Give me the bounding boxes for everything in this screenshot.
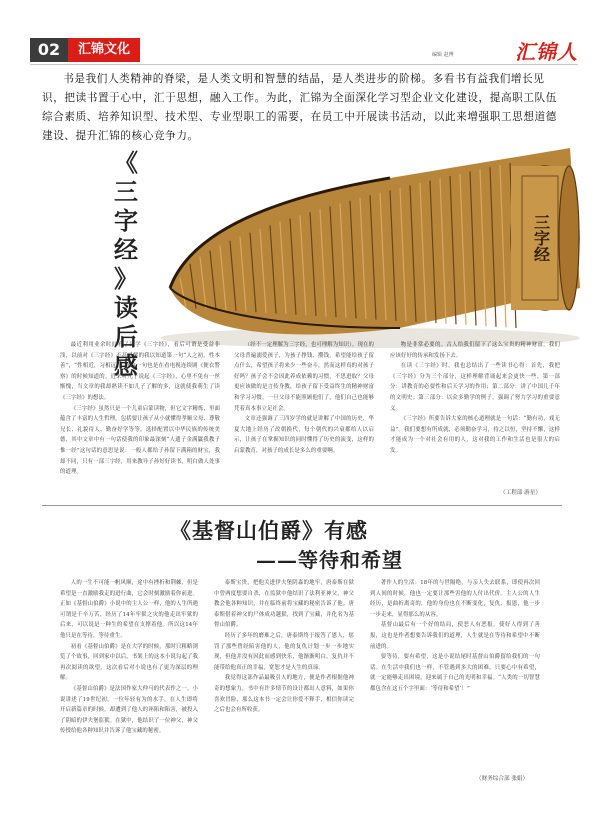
paragraph: 基督山最后有一个好的结局，使恶人有恶报，使好人得到了善报，这也是作者想要告诉我们的道理，人生就是在等待和希望中不断前进的。 — [370, 622, 540, 650]
paragraph: 物是非常必要的。古人给我们留下了这么宝贵的精神财富，我们应该好好的传承和发扬下去。 — [390, 342, 560, 359]
article2-subtitle: ——等待和希望 — [256, 548, 403, 572]
paragraph: 初看《基督山伯爵》是在大学的时候，那时只粗略浏览了个故事，回到家中以后，书架上的这本小说勾起了我再次阅读的欲望，这次看后对小说也有了更为深层的理解。 — [60, 643, 198, 682]
paragraph: 文章还强调了三四岁学的就是讲解了中国的历史，华夏大地上经历了改朝换代，每个朝代的兴衰都给人以启示，让孩子在掌握知识的同时懂得了历史的演变，这样的启蒙教育，对孩子的成长是多么的重要啊。 — [234, 416, 374, 454]
paragraph: 泰斯宝贵，把他关进伊夫堡阴森的地牢，唐泰斯在狱中曾两度想要自杀，在监狱中他结识了法利亚神父，神父教会他各种知识，并在临终前将宝藏的秘密告诉了他。唐泰斯借着神父的尸体成功越狱，找到了宝藏，并化名为基督山伯爵。 — [214, 580, 354, 629]
intro-paragraph: 书是我们人类精神的脊梁，是人类文明和智慧的结晶，是人类进步的阶梯。多看书有益我们增长见识，把读书置于心中，汇于思想，融入工作。为此，汇锦为全面深化学习型企业文化建设，提高职工队伍综合素质、培养知识型、技术型、专业型职工的需要，在员工中开展读书活动，以此来增强职工思想道德建设、提升汇锦的核心竞争力。 — [42, 73, 557, 142]
article1-signature: （工程部 游星） — [500, 490, 541, 496]
brand-logo: 汇锦人 — [515, 40, 578, 64]
paragraph: 最近利用业余时间看了国学《三字经》，看后可谓是受益非浅，以前对《三字经》不甚了解的我以知道第一句“人之初，性本善”，“性相近，习相远”，连这一句也是在看电视连续剧《便衣警察》的时候知道的。近来听儿子说起《三字经》，心里不免有一丝惭愧，当文章的我却熟读不如儿子了解的多，这就使我萌生了读《三字经》的想法。 — [60, 342, 220, 401]
paragraph: 著作人的生活：18年的与世隔绝，与亲人失去联系，即使再次回到人间的时候，他也一定要让那些害他的人付出代价。主人公的人生经历，是曲折离奇的，他的身份也在不断变化，复仇、报恩，他一步一步走来，显得那么的从容。 — [370, 580, 540, 618]
paragraph: 《三字经》虽然只是一个儿童启蒙读物，但它文字精炼，里面蕴含了丰富的人生哲理，包括要让孩子从小就懂得孝顺父母、尊敬兄长、礼貌待人、勤奋好学等等。选择配置以中华民族的传统美德，其中文章中有一句话使我的印象最深刻“人遗子金满籯我教子惟一经”这句话的意思是说：一般人都给子孙留下满箱的财宝，我却不同，只有一部三字经，用来教导子孙好好读书，明白做人处事的道理。 — [60, 405, 220, 476]
paragraph: 在读《三字经》时，我也总结出了一些读书心得：首先，我把《三字经》分为三个部分，这样理解背诵起来会更快一些。第一部分：讲教育的必要性和后天学习的作用；第二部分：讲了中国几千年的文明史；第三部分：以众多勤学的例子，强调了努力学习的重要意义。 — [390, 363, 560, 412]
article-divider — [42, 505, 562, 506]
article1-col1 — [60, 340, 220, 478]
paragraph: 要等待，要有希望，这是小说结尾时基督山伯爵留给我们的一句话。在生活中我们也一样，不管遇到多大的困难，只要心中有希望，就一定能够走出困境，迎来属于自己的光明和幸福。“人类的一切智慧都包含在这五个字里面：‘等待和希望’！” — [370, 654, 540, 692]
article2-col3 — [370, 578, 540, 695]
article1-title: 《 三 字 经 》 读 后 感 — [114, 148, 138, 380]
paragraph: 人的一生不可能一帆风顺，途中有挫折和荆棘，但是希望是一直激励我走的进行曲，它会时刻激励着你前进。正如《基督山伯爵》小说中的主人公一样，他的人生所遇可谓是千辛万苦，经历了14年牢狱之灾的他走出牢狱的后来，可以说是一种生的希望在支撑着他。所以这14年他只是在等待，等待重生。 — [60, 580, 198, 639]
bamboo-scroll-image — [150, 138, 590, 358]
article2-col1 — [60, 578, 198, 737]
scroll-lettering: 三字经 — [531, 214, 551, 262]
article2-col2 — [214, 578, 354, 716]
paragraph: 我觉得这部作品最吸引人的地方，便是作者根据他神奇的想象力，书中有许多情节的设计都出人意料，如果你喜欢冒险，那么这本书一定会让你爱不释手，相信你读完之后也会有所收获。 — [214, 675, 354, 714]
article1-col2 — [234, 340, 374, 457]
page-header — [30, 38, 578, 64]
article2-signature: （财务综合部 张娟） — [476, 776, 529, 782]
page-number: 02 — [30, 38, 68, 62]
paragraph: 经历了多年的磨难之后，唐泰斯终于报答了恩人，惩罚了那些曾经陷害他的人，他的复仇计划一步一步地实现，但他并没有因此而感到快乐，他渐渐明白，复仇并不能带给他真正的幸福，宽恕才是人生的真谛。 — [214, 632, 354, 671]
article1-col3 — [390, 340, 560, 457]
section-label: 汇锦文化 — [68, 38, 140, 62]
paragraph: 《三字经》所要告诉大家的核心道理就是一句话：“勤有功，戏无益”。我们要想有所成就，必须勤奋学习，持之以恒，坚持不懈，这样才能成为一个对社会有用的人，这对我的工作和生活也是很大的启发。 — [390, 416, 560, 454]
paragraph: （经不一定理解为三字经，也可理解为知识）。现在的父母普遍溺爱孩子，为孩子挣钱、攒钱，希望能给孩子留点什么，希望孩子将来少一些奋斗，然而这样真的对孩子好吗？孩子会不会因此养成依赖的习惯，不思进取？父母更应该做的是言传身教，给孩子留下受益终生的精神财富和学习习惯。一旦父母不能照顾他们了，他们自己也能够凭着真本事立足社会。 — [234, 342, 374, 412]
header-rule — [30, 64, 578, 65]
paragraph: 《基督山伯爵》是法国作家大仲马的代表作之一。小说讲述了19世纪初，一位年轻有为的水手，在人生即将开启新篇章的时候，却遭到了他人的诬陷和陷害，被投入了阴暗的伊夫堡监狱。在狱中，他结识了一位神父，神父传授给他各种知识并告诉了他宝藏的秘密。 — [60, 685, 198, 735]
editor-line: 编辑 赵博 — [432, 52, 454, 58]
article2-title: 《基督山伯爵》有感 — [170, 518, 368, 543]
